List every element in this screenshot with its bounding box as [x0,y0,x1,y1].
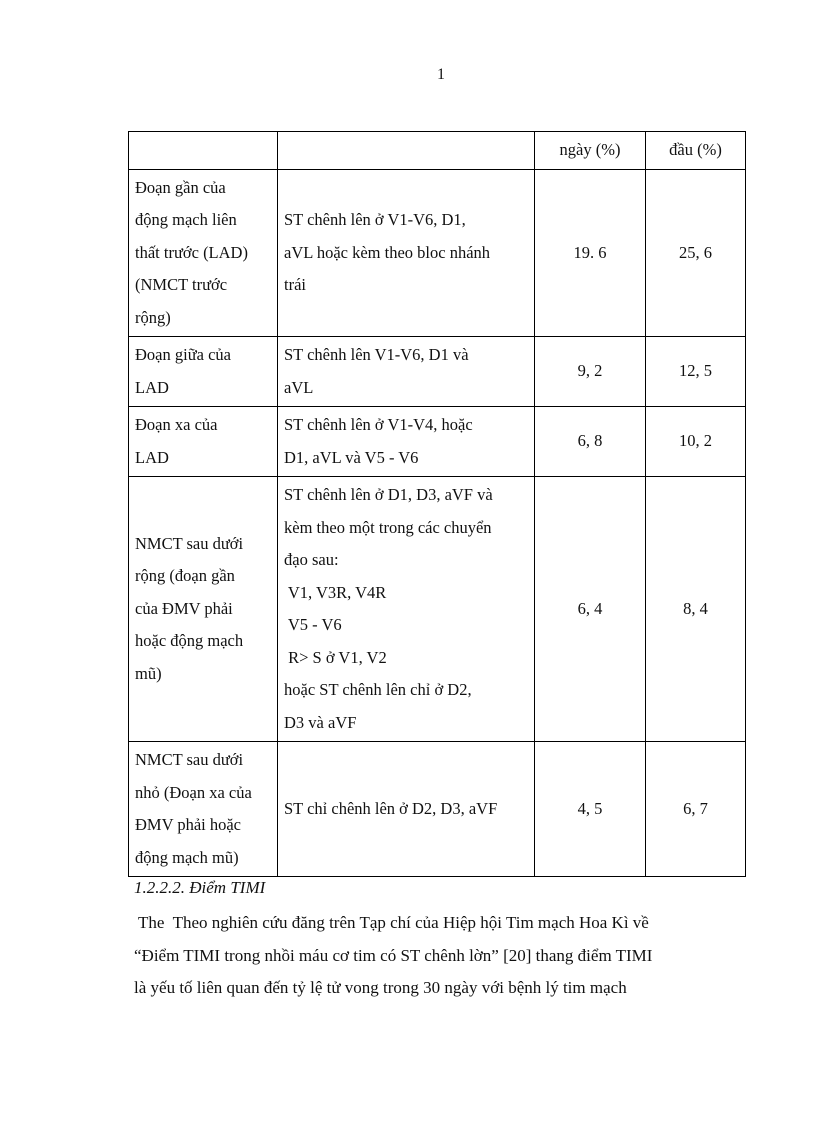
cell-location-line: LAD [135,377,169,397]
cell-ecg [278,337,535,407]
cell-ecg-line: ST chênh lên ở V1-V6, D1, [284,210,466,229]
cell-ecg-line: ST chỉ chênh lên ở D2, D3, aVF [284,798,498,818]
cell-day-mortality: 4, 5 [535,742,646,877]
cell-ecg [278,407,535,477]
cell-ecg-line: aVL hoặc kèm theo bloc nhánh [284,242,491,262]
cell-location-line: NMCT sau dưới [135,533,244,553]
cell-day-mortality: 19. 6 [535,169,646,337]
table-body [129,169,746,877]
cell-ecg-line: V1, V3R, V4R [284,582,387,602]
header-location [129,132,278,170]
cell-location [129,477,278,742]
cell-location-line: nhỏ (Đoạn xa của [135,782,252,802]
cell-location-line: NMCT sau dưới [135,750,244,769]
cell-location-line: ĐMV phải hoặc [135,815,242,834]
page-number: 1 [437,66,445,83]
cell-ecg-line: kèm theo một trong các chuyển [284,517,492,537]
cell-day-mortality: 6, 8 [535,407,646,477]
paragraph-line: là yếu tố liên quan đến tỷ lệ tử vong trong 30 ngày với bệnh lý tim mạch [134,978,627,997]
cell-location-line: hoặc động mạch [135,631,244,651]
stemi-location-table [128,131,746,877]
cell-ecg-line: R> S ở V1, V2 [284,647,387,667]
cell-location-line: rộng) [135,307,171,327]
cell-location-line: Đoạn xa của [135,415,218,434]
cell-ecg-line: ST chênh lên ở V1-V4, hoặc [284,415,473,434]
cell-first-mortality: 25, 6 [646,169,746,337]
cell-first-mortality: 8, 4 [646,477,746,742]
cell-first-mortality: 10, 2 [646,407,746,477]
table-row [129,742,746,877]
paragraph-line: The Theo nghiên cứu đăng trên Tạp chí của Hiệp hội Tim mạch Hoa Kì về [134,913,649,932]
cell-ecg-line: D1, aVL và V5 - V6 [284,447,419,467]
cell-ecg [278,477,535,742]
cell-location [129,169,278,337]
cell-day-mortality: 9, 2 [535,337,646,407]
cell-location-line: (NMCT trước [135,275,228,294]
cell-ecg-line: ST chênh lên ở D1, D3, aVF và [284,485,493,504]
cell-location-line: động mạch liên [135,210,237,229]
header-first-mortality: đầu (%) [646,132,746,170]
table-header-row [129,132,746,170]
table-row [129,477,746,742]
cell-location-line: của ĐMV phải [135,598,233,618]
cell-ecg-line: D3 và aVF [284,712,357,732]
table-row [129,169,746,337]
cell-first-mortality: 12, 5 [646,337,746,407]
cell-ecg-line: hoặc ST chênh lên chỉ ở D2, [284,680,472,699]
cell-location-line: rộng (đoạn gần [135,566,235,586]
cell-location [129,407,278,477]
cell-location-line: Đoạn giữa của [135,345,231,364]
cell-location-line: LAD [135,447,169,467]
cell-first-mortality: 6, 7 [646,742,746,877]
cell-location-line: thất trước (LAD) [135,242,248,262]
body-paragraph [134,907,754,1005]
cell-location-line: mũ) [135,663,162,683]
table-row [129,337,746,407]
paragraph-line: “Điểm TIMI trong nhồi máu cơ tim có ST chênh lờn” [20] thang điểm TIMI [134,945,653,965]
section-heading: 1.2.2.2. Điểm TIMI [134,878,266,897]
cell-ecg-line: đạo sau: [284,550,339,569]
cell-ecg [278,169,535,337]
cell-location [129,742,278,877]
header-day-mortality: ngày (%) [535,132,646,170]
cell-ecg-line: ST chênh lên V1-V6, D1 và [284,345,469,364]
cell-ecg-line: V5 - V6 [284,615,342,634]
cell-ecg-line: aVL [284,377,314,397]
cell-ecg [278,742,535,877]
table-row [129,407,746,477]
cell-location-line: động mạch mũ) [135,847,239,867]
header-ecg [278,132,535,170]
cell-ecg-line: trái [284,275,306,294]
cell-location [129,337,278,407]
cell-day-mortality: 6, 4 [535,477,646,742]
cell-location-line: Đoạn gần của [135,177,226,197]
